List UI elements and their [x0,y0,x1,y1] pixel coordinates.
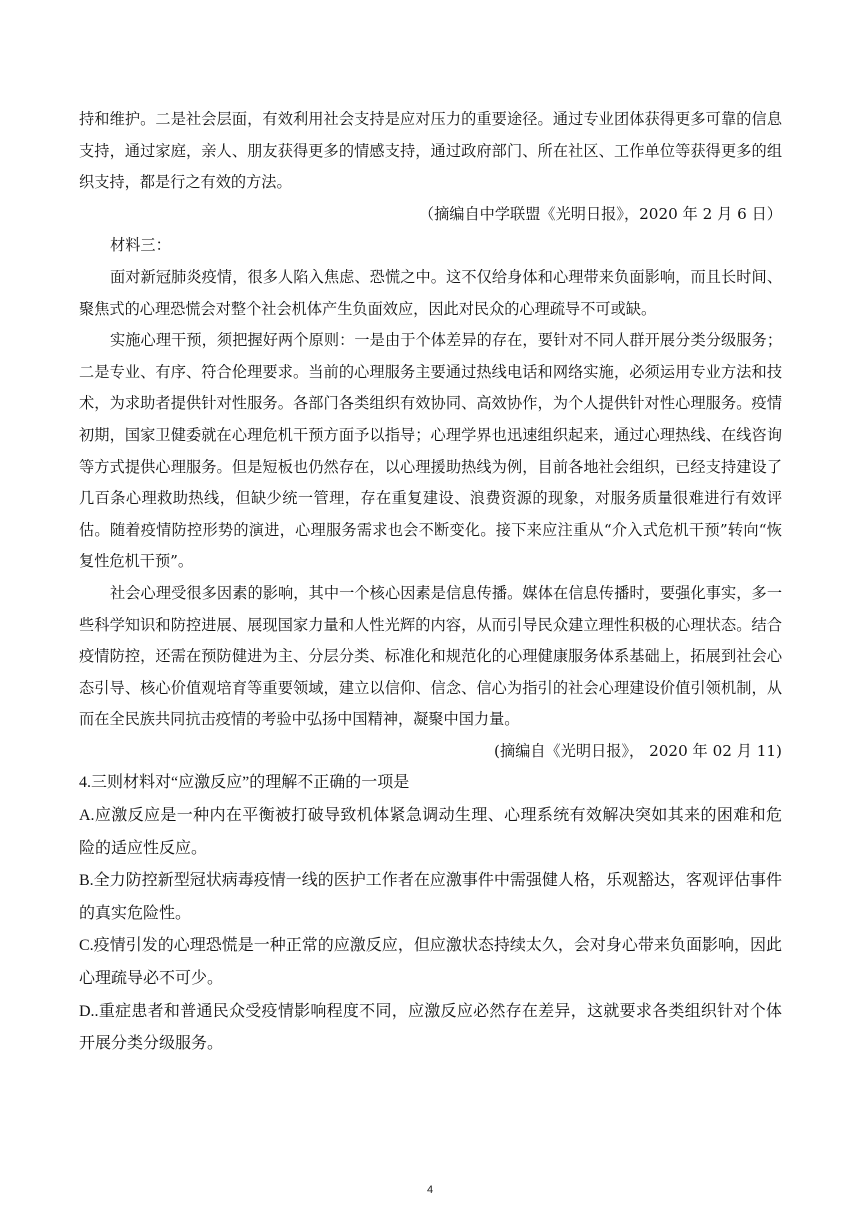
document-page [79,104,782,1061]
question-stem: 4.三则材料对“应激反应”的理解不正确的一项是 [79,774,410,792]
question-4 [79,767,782,1060]
option-d: D..重症患者和普通民众受疫情影响程度不同，应激反应必然存在差异，这就要求各类组织针对个体开展分类分级服务。 [79,1002,782,1053]
material-three-paragraph-2: 实施心理干预，须把握好两个原则：一是由于个体差异的存在，要针对不同人群开展分类分级服务；二是专业、有序、符合伦理要求。当前的心理服务主要通过热线电话和网络实施，必须运用专业方法和技术，为求助者提供针对性服务。各部门各类组织有效协同、高效协作，为个人提供针对性心理服务。疫情初期，国家卫健委就在心理危机干预方面予以指导；心理学界也迅速组织起来，通过心理热线、在线咨询等方式提供心理服务。但是短板也仍然存在，以心理援助热线为例，目前各地社会组织，已经支持建设了几百条心理救助热线，但缺少统一管理，存在重复建设、浪费资源的现象，对服务质量很难进行有效评估。随着疫情防控形势的演进，心理服务需求也会不断变化。接下来应注重从“介入式危机干预”转向“恢复性危机干预”。 [79,331,782,571]
material-three-paragraph-1: 面对新冠肺炎疫情，很多人陷入焦虑、恐慌之中。这不仅给身体和心理带来负面影响，而且长时间、聚焦式的心理恐慌会对整个社会机体产生负面效应，因此对民众的心理疏导不可或缺。 [79,267,782,318]
option-b: B.全力防控新型冠状病毒疫情一线的医护工作者在应激事件中需强健人格，乐观豁达，客观评估事件的真实危险性。 [79,872,782,922]
source-citation-material-three: (摘编自《光明日报》， 2020 年 02 月 11) [494,741,782,760]
material-three-paragraph-3: 社会心理受很多因素的影响，其中一个核心因素是信息传播。媒体在信息传播时，要强化事实，多一些科学知识和防控进展、展现国家力量和人性光辉的内容，从而引导民众建立理性积极的心理状态。结合疫情防控，还需在预防健进为主、分层分类、标准化和规范化的心理健康服务体系基础上，拓展到社会心态引导、核心价值观培育等重要领域，建立以信仰、信念、信心为指引的社会心理建设价值引领机制，从而在全民族共同抗击疫情的考验中弘扬中国精神，凝聚中国力量。 [79,583,782,729]
option-a: A.应激反应是一种内在平衡被打破导致机体紧急调动生理、心理系统有效解决突如其来的困难和危险的适应性反应。 [79,807,782,857]
page-number: 4 [426,1184,434,1196]
material-three-heading: 材料三： [110,236,171,255]
source-citation-material-two: （摘编自中学联盟《光明日报》，2020 年 2 月 6 日） [418,204,782,223]
material-two-ending-paragraph: 持和维护。二是社会层面，有效利用社会支持是应对压力的重要途径。通过专业团体获得更多可靠的信息支持，通过家庭，亲人、朋友获得更多的情感支持，通过政府部门、所在社区、工作单位等获得更多的组织支持，都是行之有效的方法。 [79,110,782,192]
option-c: C.疫情引发的心理恐慌是一种正常的应激反应，但应激状态持续太久，会对身心带来负面影响，因此心理疏导必不可少。 [79,937,782,988]
